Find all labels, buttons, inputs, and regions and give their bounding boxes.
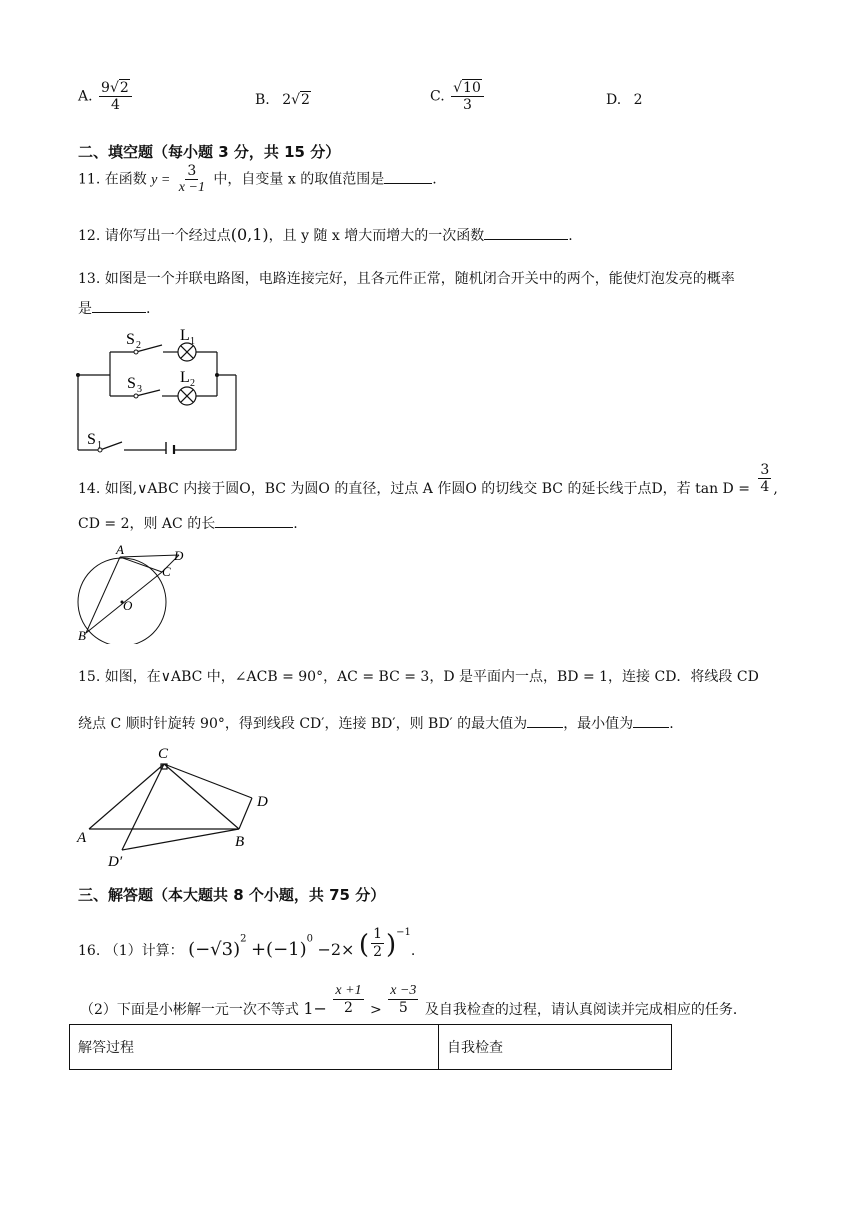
label-l1-sub: 1: [190, 336, 195, 347]
label-b: B: [235, 834, 245, 850]
label-l2: L: [180, 369, 190, 386]
question-16-part2: （2）下面是小彬解一元一次不等式 1− $\frac{x +1}{2}$ > $\frac{x -3}{5}$ 及自我检查的过程，请认真阅读并完成相应的任务．: [80, 983, 747, 1018]
q14-fraction: $\frac{3}{4}$: [760, 462, 770, 496]
label-d: D: [174, 548, 184, 563]
choice-b-label: B.: [255, 92, 270, 108]
question-15-line2: 绕点 C 顺时针旋转 90°，得到线段 CD′，连接 BD′，则 BD′ 的最大值为 ，最小值为 .: [78, 716, 674, 732]
choice-a: [78, 80, 134, 113]
choice-a-label: A.: [78, 88, 93, 105]
q15-min-blank[interactable]: [633, 726, 669, 728]
q13-answer-blank[interactable]: [92, 311, 146, 313]
q11-fraction: $\frac{3}{x -1}$: [178, 163, 205, 196]
choice-c-label: C.: [430, 88, 445, 105]
label-s3: S: [127, 375, 136, 392]
solution-table: [69, 1024, 672, 1070]
table-header-self-check: 自我检查: [439, 1025, 672, 1070]
label-a: A: [116, 542, 124, 557]
choice-d-label: D.: [606, 92, 622, 108]
choice-b: B. 2√2: [255, 92, 310, 108]
choice-a-fraction: $\frac{9√2}{4}$: [99, 80, 132, 113]
label-l2-sub: 2: [190, 378, 195, 389]
label-a: A: [77, 830, 87, 846]
label-b: B: [78, 628, 86, 643]
circle-diagram: [72, 540, 202, 644]
question-13-line2: 是 .: [78, 301, 151, 317]
label-l1: L: [180, 327, 190, 344]
table-row: [70, 1025, 672, 1070]
circuit-diagram: [70, 322, 250, 454]
label-c: C: [162, 564, 171, 579]
choice-c-fraction: $\frac{√10}{3}$: [451, 80, 484, 113]
q14-answer-blank[interactable]: [215, 526, 293, 528]
label-d-prime: D′: [108, 854, 123, 870]
question-14-line2: CD = 2，则 AC 的长 .: [78, 516, 298, 532]
q15-max-blank[interactable]: [527, 726, 563, 728]
label-d: D: [257, 794, 268, 810]
question-13-line1: 13. 如图是一个并联电路图，电路连接完好，且各元件正常，随机闭合开关中的两个，能使灯泡发亮的概率: [78, 271, 735, 287]
section3-title: 三、解答题（本大题共 8 个小题，共 75 分）: [78, 886, 386, 904]
label-c: C: [158, 746, 169, 762]
label-s2: S: [126, 331, 135, 348]
choice-d: D. 2: [606, 92, 643, 108]
section2-title: 二、填空题（每小题 3 分，共 15 分）: [78, 143, 341, 161]
label-s1-sub: 1: [97, 440, 102, 451]
q12-answer-blank[interactable]: [484, 238, 568, 240]
q16-fraction: $\frac{1}{2}$: [373, 926, 382, 960]
q16-frac-1: $\frac{x +1}{2}$: [335, 983, 362, 1017]
question-11: 11. 在函数 y = $\frac{3}{x -1}$ 中，自变量 x 的取值范围是 .: [78, 163, 437, 196]
choice-c: [430, 80, 486, 113]
label-s1: S: [87, 431, 96, 448]
label-s2-sub: 2: [136, 340, 141, 351]
question-14-line1: 14. 如图,∨ABC 内接于圆O，BC 为圆O 的直径，过点 A 作圆O 的切线交 BC 的延长线于点D，若 tan D = $\frac{3}{4}$ ,: [78, 462, 778, 497]
label-s3-sub: 3: [137, 384, 142, 395]
question-15-line1: 15. 如图，在∨ABC 中，∠ACB = 90°，AC = BC = 3，D 是平面内一点，BD = 1，连接 CD．将线段 CD: [78, 669, 759, 685]
q16-frac-2: $\frac{x -3}{5}$: [390, 983, 417, 1017]
question-12: 12. 请你写出一个经过点(0,1)，且 y 随 x 增大而增大的一次函数 .: [78, 225, 573, 244]
question-16-part1: 16. （1）计算： $(-√3)^2 +(-1)^0 -2\times$ ( $\frac{1}{2}$ )$^{-1}$.: [78, 926, 416, 960]
table-header-solution: 解答过程: [70, 1025, 439, 1070]
q11-answer-blank[interactable]: [384, 182, 432, 184]
triangle-diagram: [74, 742, 284, 874]
label-o: O: [123, 598, 133, 613]
